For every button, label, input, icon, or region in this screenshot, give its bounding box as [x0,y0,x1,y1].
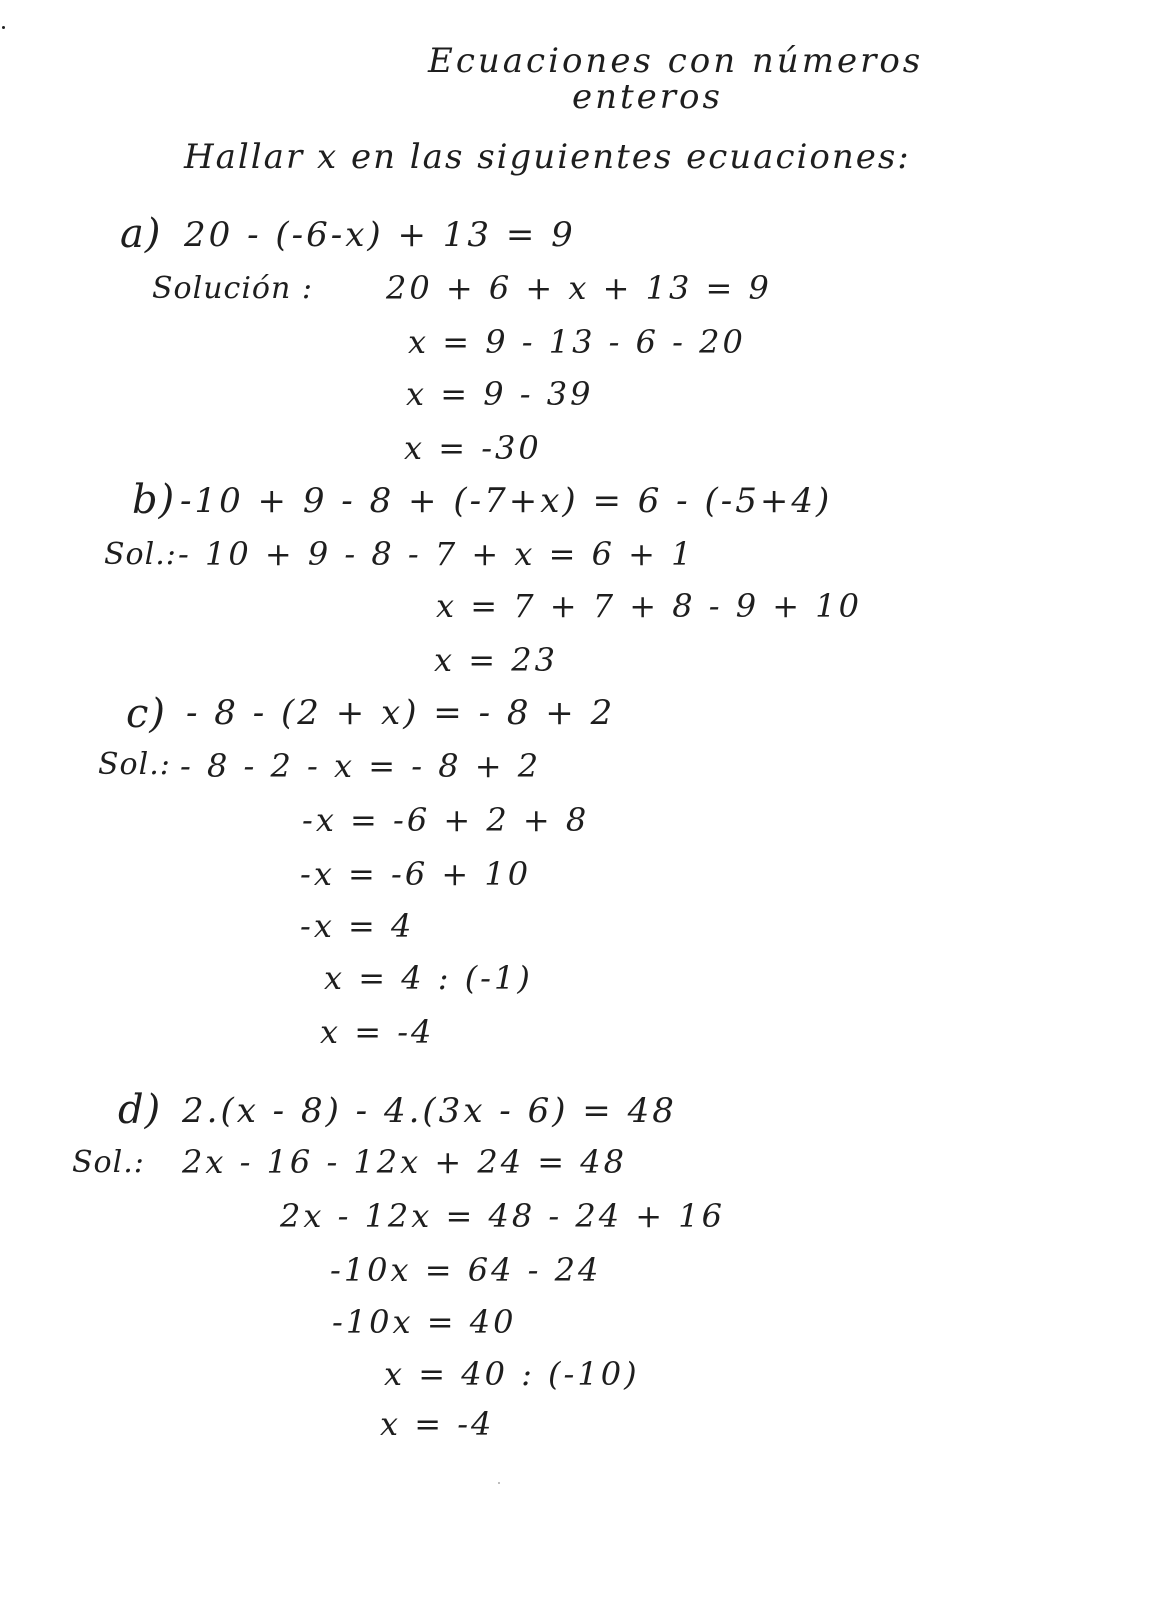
exercise-label-a: a) [120,211,162,257]
solution-step-d-6: x = -4 [380,1405,495,1443]
scan-speck [498,1482,500,1484]
scan-speck [2,26,5,29]
solution-step-c-4: -x = 4 [300,907,415,945]
solution-step-b-3: x = 23 [434,641,558,679]
page-title: Ecuaciones con números [428,41,924,81]
exercise-equation-b: -10 + 9 - 8 + (-7+x) = 6 - (-5+4) [180,481,833,521]
solution-step-a-4: x = -30 [404,429,542,467]
solution-step-b-2: x = 7 + 7 + 8 - 9 + 10 [436,587,862,625]
solution-step-c-3: -x = -6 + 10 [300,855,532,893]
exercise-equation-a: 20 - (-6-x) + 13 = 9 [184,215,576,255]
solution-step-b-1: - 10 + 9 - 8 - 7 + x = 6 + 1 [178,535,695,573]
exercise-equation-d: 2.(x - 8) - 4.(3x - 6) = 48 [182,1091,677,1131]
solution-step-d-3: -10x = 64 - 24 [330,1251,602,1289]
solution-step-c-6: x = -4 [320,1013,435,1051]
exercise-label-c: c) [126,691,167,737]
solution-step-c-2: -x = -6 + 2 + 8 [302,801,590,839]
solution-label-d: Sol.: [72,1145,145,1180]
solution-step-c-1: - 8 - 2 - x = - 8 + 2 [180,747,542,785]
solution-step-a-2: x = 9 - 13 - 6 - 20 [408,323,746,361]
solution-label-c: Sol.: [98,747,171,782]
page-title-continued: enteros [572,77,723,117]
solution-label-a: Solución : [152,271,313,306]
solution-step-a-1: 20 + 6 + x + 13 = 9 [386,269,772,307]
solution-step-d-5: x = 40 : (-10) [384,1355,640,1393]
solution-step-d-1: 2x - 16 - 12x + 24 = 48 [182,1143,627,1181]
solution-step-c-5: x = 4 : (-1) [324,959,533,997]
solution-label-b: Sol.: [104,537,177,572]
exercise-label-d: d) [118,1087,162,1133]
instruction-text: Hallar x en las siguientes ecuaciones: [184,137,911,177]
solution-step-d-4: -10x = 40 [332,1303,517,1341]
solution-step-d-2: 2x - 12x = 48 - 24 + 16 [280,1197,725,1235]
exercise-label-b: b) [132,477,176,523]
exercise-equation-c: - 8 - (2 + x) = - 8 + 2 [186,693,616,733]
solution-step-a-3: x = 9 - 39 [406,375,594,413]
